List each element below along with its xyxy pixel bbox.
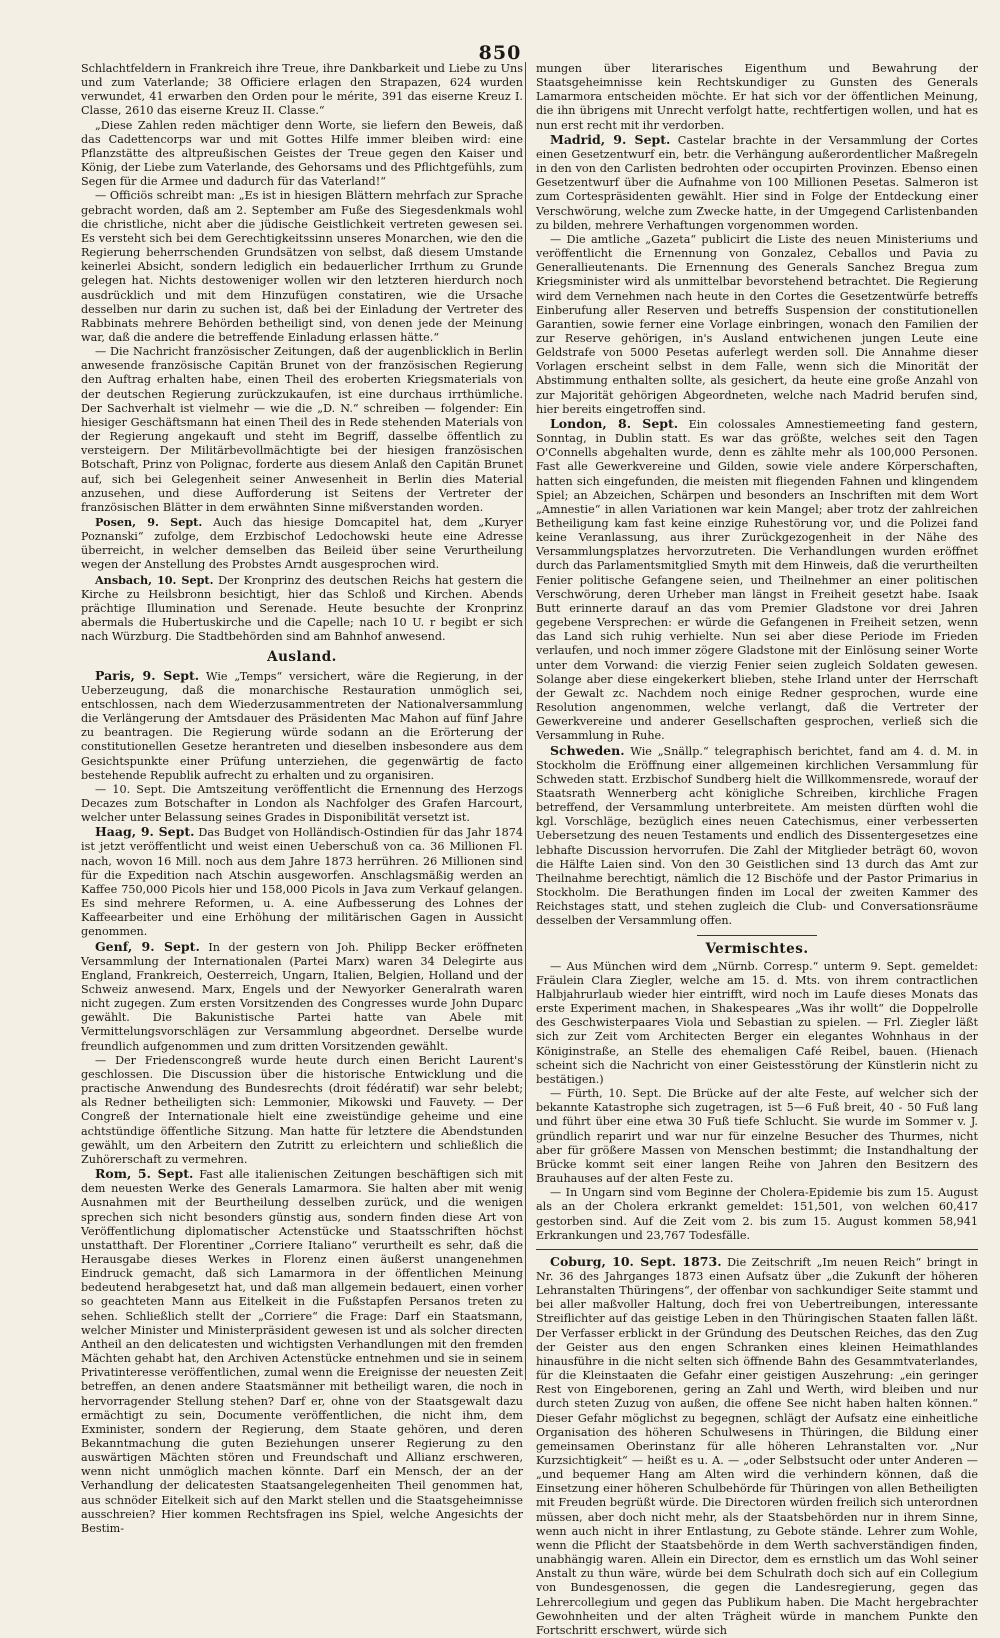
section-rule bbox=[697, 935, 817, 936]
dateline: Madrid, 9. Sept. bbox=[550, 131, 671, 147]
article-paragraph: — Die amtliche „Gazeta“ publicirt die Liste des neuen Ministeriums und veröffentlicht die Ernennung von Gonzalez, Ceballos und Pavia zu Generallieutenants. Die Ernennung des Generals Sanchez Bregua zum Kriegsminister wird als unmittelbar bevorstehend betrachtet. Die Regierung wird dem Vernehmen nach heute in den Cortes die Gesetzentwürfe betreffs Einberufung aller Reserven und betreffs Suspension der constitutionellen Garantien, sowie ferner eine Vorlage einbringen, wonach den Familien der zur Reserve gehörigen, in's Ausland entwichenen jungen Leute eine Geldstrafe von 5000 Pesetas auferlegt werden soll. Die Annahme dieser Vorlagen erscheint selbst in dem Falle, wenn sich die Minorität der Abstimmung enthalten sollte, als gesichert, da heute eine große Anzahl von zur Majorität gehörigen Abgeordneten, welche nach Madrid berufen sind, hier bereits eingetroffen sind. bbox=[536, 232, 978, 416]
left-column bbox=[81, 62, 524, 1535]
article-paragraph: Schlachtfeldern in Frankreich ihre Treue, ihre Dankbarkeit und Liebe zu Uns und zum Vaterlande; 38 Officiere erlagen den Strapazen, 624 wurden verwundet, 41 erwarben den Orden pour le mérite, 391 das eiserne Kreuz I. Classe, 2610 das eiserne Kreuz II. Classe.“ bbox=[81, 62, 523, 118]
article-paragraph: — In Ungarn sind vom Beginne der Cholera-Epidemie bis zum 15. August als an der Cholera erkrankt gemeldet: 151,501, von welchen 60,417 gestorben sind. Auf die Zeit vom 2. bis zum 15. August kommen 58,941 Erkrankungen und 23,767 Todesfälle. bbox=[536, 1186, 978, 1242]
dateline: Genf, 9. Sept. bbox=[95, 938, 200, 954]
news-text: Fast alle italienischen Zeitungen beschäftigen sich mit dem neuesten Werke des Generals Lamarmora. Sie halten aber mit wenig Ausnahmen mit der Beurtheilung desselben zurück, und die wenigen sprechen sich nicht besonders günstig aus, sondern finden diese Art von Veröffentlichung diplomatischer Actenstücke und Staatsschriften höchst unstatthaft. Der Florentiner „Corriere Italiano“ verurtheilt es sehr, daß die Herausgabe dieses Werkes in Florenz einen äußerst unangenehmen Eindruck gemacht, daß sich Lamarmora in der öffentlichen Meinung bedeutend herabgesetzt hat, und daß man allgemein bedauert, einen vorher so geachteten Mann aus Eitelkeit in die Fußstapfen Persanos treten zu sehen. Schließlich stellt der „Corriere“ die Frage: Darf ein Staatsmann, welcher Minister und Ministerpräsident gewesen ist und als solcher directen Antheil an den delicatesten und wichtigsten Verhandlungen mit den fremden Mächten gehabt hat, den Archiven Actenstücke entnehmen und sie in seinem Privatinteresse veröffentlichen, zumal wenn die Ereignisse der neuesten Zeit betreffen, an denen andere Staatsmänner mit betheiligt waren, die noch in hervorragender Stellung stehen? Darf er, ohne von der Staatsgewalt dazu ermächtigt zu sein, Documente veröffentlichen, die nicht ihm, dem Exminister, sondern der Regierung, dem Staate gehören, und deren Bekanntmachung die guten Beziehungen unserer Regierung zu den auswärtigen Mächten stören und Freundschaft und Allianz erschweren, wenn nicht unmöglich machen könnte. Darf ein Mensch, der an der Verhandlung der delicatesten Staatsangelegenheiten Theil genommen hat, aus schnöder Eitelkeit sich auf den Markt stellen und die Staatsgeheimnisse ausschreien? Hier kommen Rechtsfragen ins Spiel, welche Angesichts der Bestim- bbox=[81, 1168, 524, 1535]
news-item-rom bbox=[81, 1167, 523, 1536]
news-text: Das Budget von Holländisch-Ostindien für das Jahr 1874 ist jetzt veröffentlicht und weist einen Ueberschuß von ca. 36 Millionen Fl. nach, wovon 16 Mill. noch aus dem Jahre 1873 herrühren. 26 Millionen sind für die Expedition nach Atschin ausgeworfen. Anschlagsmäßig werden an Kaffee 750,000 Picols hier und 158,000 Picols in Java zum Verkauf gelangen. Es sind mehrere Reformen, u. A. eine Aufbesserung des Lohnes der Kaffeearbeiter und eine Erhöhung der militärischen Gagen in Aussicht genommen. bbox=[81, 826, 523, 939]
article-paragraph: — Officiös schreibt man: „Es ist in hiesigen Blättern mehrfach zur Sprache gebracht worden, daß am 2. September am Fuße des Siegesdenkmals wohl die christliche, nicht aber die jüdische Geistlichkeit vertreten gewesen sei. Es versteht sich bei dem Gerechtigkeitssinn unseres Monarchen, wie den die Regierung beherrschenden Grundsätzen von selbst, daß diesem Umstande keinerlei Absicht, sondern lediglich ein bedauerlicher Irrthum zu Grunde gelegen hat. Nichts destoweniger wollen wir den letzteren hierdurch noch ausdrücklich und mit dem Hinzufügen constatiren, wie die Ursache desselben nur darin zu suchen ist, daß bei der Einladung der Vertreter des Rabbinats mehrere Behörden betheiligt sind, von denen jede der Meinung war, daß die andere die betreffende Einladung erlassen hätte.“ bbox=[81, 189, 523, 344]
column-divider bbox=[525, 62, 526, 1380]
right-column bbox=[536, 62, 979, 1637]
section-heading-ausland: Ausland. bbox=[267, 649, 337, 666]
dateline: Schweden. bbox=[550, 742, 625, 758]
article-paragraph: — 10. Sept. Die Amtszeitung veröffentlicht die Ernennung des Herzogs Decazes zum Botschafter in London als Nachfolger des Grafen Harcourt, welcher unter Belassung seines Grades in Disponibilität versetzt ist. bbox=[81, 782, 523, 825]
news-item-coburg bbox=[536, 1255, 978, 1638]
article-paragraph: — Der Friedenscongreß wurde heute durch einen Bericht Laurent's geschlossen. Die Discussion über die historische Entwicklung und die practische Anwendung des Bundesrechts (droit fédératif) war sehr belebt; als Redner betheiligten sich: Lemmonier, Mikowski und Fauvety. — Der Congreß der Internationale hielt eine zweistündige geheime und eine achtstündige öffentliche Sitzung. Man hatte für letztere die Abendstunden gewählt, um den Arbeitern den Zutritt zu erleichtern und schließlich die Zuhörerschaft zu vermehren. bbox=[81, 1053, 523, 1166]
article-paragraph: — Fürth, 10. Sept. Die Brücke auf der alte Feste, auf welcher sich der bekannte Katastrophe sich zugetragen, ist 5—6 Fuß breit, 40 - 50 Fuß lang und führt über eine etwa 30 Fuß tiefe Schlucht. Sie wurde im Sommer v. J. gründlich reparirt und war nur für einzelne Besucher des Thurmes, nicht aber für größere Massen von Menschen bestimmt; die Instandhaltung der Brücke kommt seit einer langen Reihe von Jahren den Besitzern des Brauhauses auf der alten Feste zu. bbox=[536, 1087, 978, 1186]
news-text: Die Zeitschrift „Im neuen Reich“ bringt in Nr. 36 des Jahrganges 1873 einen Aufsatz über „die Zukunft der höheren Lehranstalten Thüringens“, der offenbar von sachkundiger Seite stammt und bei aller maßvoller Haltung, doch frei von Uebertreibungen, interessante Streiflichter auf das geistige Leben in den Thüringischen Staaten fallen läßt. Der Verfasser erblickt in der Gründung des Deutschen Reiches, das den Zug der Geister aus den engen Schranken eines kleinen Heimathlandes hinausführe in die nicht selten sich öffnende Bahn des Gesammtvaterlandes, für die Kleinstaaten die Gefahr einer geistigen Auszehrung: „ein geringer Rest von Eingeborenen, gering an Zahl und Werth, wird bleiben und nur durch steten Zuzug von außen, die offene See nicht haben halten können.“ Dieser Gefahr möglichst zu begegnen, schlägt der Aufsatz eine einheitliche Organisation des höheren Schulwesens in Thüringen, die Bildung einer gemeinsamen Oberinstanz für alle höheren Lehranstalten vor. „Nur Kurzsichtigkeit“ — heißt es u. A. — „oder Selbstsucht oder unter Anderen — „und bequemer Hang am Alten wird die verhindern können, daß die Einsetzung einer höheren Schulbehörde für Thüringen von allen Betheiligten mit Freuden begrüßt würde. Die Directoren würden freilich sich unterordnen müssen, aber doch nicht mehr, als der Staatsbehörden nur in ihrem Sinne, wenn auch nicht in ihrer Entlastung, zu Gebote stände. Lehrer zum Wohle, wenn die Pflicht der Staatsbehörde in dem Werth sachverständigen finden, unabhängig waren. Allein ein Director, dem es ernstlich um das Wohl seiner Anstalt zu thun wäre, würde bei dem Schulrath doch sich auf ein Collegium von Bundesgenossen, die gegen die Landesregierung, gegen das Lehrercollegium und gegen das Publikum haben. Die Macht hergebrachter Gewohnheiten und der alten Trägheit würde in manchem Punkte den Fortschritt erschwert, würde sich bbox=[536, 1255, 978, 1637]
dateline: Ansbach, 10. Sept. bbox=[95, 572, 214, 587]
section-rule bbox=[536, 1249, 978, 1250]
news-text: Wie „Snällp.“ telegraphisch berichtet, fand am 4. d. M. in Stockholm die Eröffnung einer allgemeinen kirchlichen Versammlung für Schweden statt. Erzbischof Sundberg hielt die Willkommensrede, worauf der Staatsrath Wennerberg acht königliche Schreiben, kirchliche Fragen betreffend, der Versammlung unterbreitete. Am meisten dürften wohl die kgl. Vorschläge, bezüglich eines neuen Catechismus, einer verbesserten Uebersetzung des neuen Testaments und endlich des Dissentergesetzes eine lebhafte Discussion hervorrufen. Die Zahl der Mitglieder beträgt 60, wovon die Hälfte Laien sind. Von den 30 Geistlichen sind 13 durch das Amt zur Theilnahme berechtigt, nämlich die 12 Bischöfe und der Pastor Primarius in Stockholm. Die Berathungen finden im Local der zweiten Kammer des Reichstages statt, und stehen zugleich die Club- und Conversationsräume desselben der Versammlung offen. bbox=[536, 744, 978, 928]
news-item-paris bbox=[81, 669, 523, 783]
news-item-madrid bbox=[536, 133, 978, 233]
news-text: Castelar brachte in der Versammlung der Cortes einen Gesetzentwurf ein, betr. die Verhängung außerordentlicher Maßregeln in den von den Carlisten bedrohten oder occupirten Provinzen. Ebenso einen Gesetzentwurf über die Aufnahme von 100 Millionen Pesetas. Salmeron ist zum Cortespräsidenten gewählt. Hier sind in Folge der Entdeckung einer Verschwörung, welche zum Zwecke hatte, in der Umgegend Carlistenbanden zu bilden, mehrere Verhaftungen vorgenommen worden. bbox=[536, 133, 979, 232]
section-heading-vermischtes: Vermischtes. bbox=[705, 940, 809, 957]
dateline: Coburg, 10. Sept. 1873. bbox=[550, 1253, 722, 1269]
article-paragraph: — Die Nachricht französischer Zeitungen, daß der augenblicklich in Berlin anwesende französische Capitän Brunet von der französischen Regierung den Auftrag erhalten habe, einen Theil des eroberten Kriegsmaterials von der deutschen Regierung zurückzukaufen, ist eine durchaus irrthümliche. Der Sachverhalt ist vielmehr — wie die „D. N.“ schreiben — folgender: Ein hiesiger Geschäftsmann hat einen Theil des in Rede stehenden Materials von der Regierung angekauft und steht im Begriff, dasselbe öffentlich zu versteigern. Der Militärbevollmächtigte bei der hiesigen französischen Botschaft, Prinz von Polignac, forderte aus diesem Anlaß den Capitän Brunet auf, sich bei Gelegenheit seiner Anwesenheit in Berlin dies Material anzusehen, und diese Aufforderung ist Seitens der Vertreter der französischen Blätter in dem erwähnten Sinne mißverstanden worden. bbox=[81, 345, 523, 514]
article-paragraph: — Aus München wird dem „Nürnb. Corresp.“ unterm 9. Sept. gemeldet: Fräulein Clara Ziegler, welche am 15. d. Mts. von ihrem contractlichen Halbjahrurlaub wieder hier eintrifft, wird noch im Laufe dieses Monats das erste Experiment machen, in Shakespeares „Was ihr wollt“ die Doppelrolle des Geschwisterpaares Viola und Sebastian zu spielen. — Frl. Ziegler läßt sich zur Zeit vom Architecten Berger ein elegantes Wohnhaus in der Königinstraße, an Stelle des ehemaligen Café Reibel, bauen. (Hienach scheint sich die Nachricht von einer Geistesstörung der Künstlerin nicht zu bestätigen.) bbox=[536, 959, 978, 1086]
news-text: In der gestern von Joh. Philipp Becker eröffneten Versammlung der Internationalen (Partei Marx) waren 34 Delegirte aus England, Frankreich, Oesterreich, Ungarn, Italien, Belgien, Holland und der Schweiz anwesend. Marx, Engels und der Newyorker Generalrath waren nicht zugegen. Zum ersten Vorsitzenden des Congresses wurde John Duparc gewählt. Die Bakunistische Partei hatte van Abele mit Vermittelungsvorschlägen zur Versammlung abgeordnet. Derselbe wurde freundlich aufgenommen und zum dritten Vorsitzenden gewählt. bbox=[81, 940, 523, 1053]
news-item-genf bbox=[81, 940, 523, 1054]
article-paragraph: „Diese Zahlen reden mächtiger denn Worte, sie liefern den Beweis, daß das Cadettencorps war und mit Gottes Hilfe immer bleiben wird: eine Pflanzstätte des altpreußischen Geistes der Treue gegen den Kaiser und König, der Liebe zum Vaterlande, des Gehorsams und des Pflichtgefühls, zum Segen für die Armee und dadurch für das Vaterland!“ bbox=[81, 118, 523, 189]
page-number: 850 bbox=[478, 42, 522, 64]
news-text: Der Kronprinz des deutschen Reichs hat gestern die Kirche zu Heilsbronn besichtigt, hier das Schloß und Kirchen. Abends prächtige Illumination und Serenade. Heute besuchte der Kronprinz abermals die Hubertuskirche und die Capelle; nach 10 U. r begibt er sich nach Würzburg. Die Stadtbehörden sind am Bahnhof anwesend. bbox=[81, 573, 523, 644]
news-item-schweden bbox=[536, 744, 978, 929]
dateline: Rom, 5. Sept. bbox=[95, 1166, 194, 1182]
dateline: London, 8. Sept. bbox=[550, 415, 679, 431]
news-item-ansbach bbox=[81, 573, 523, 645]
news-text: Auch das hiesige Domcapitel hat, dem „Kuryer Poznanski“ zufolge, dem Erzbischof Ledochowski heute eine Adresse überreicht, in welcher demselben das Beileid über seine Verurtheilung wegen der Anstellung des Probstes Arndt ausgesprochen wird. bbox=[81, 516, 523, 572]
article-paragraph: mungen über literarisches Eigenthum und Bewahrung der Staatsgeheimnisse kein Rechtskundiger zu Gunsten des Generals Lamarmora entscheiden möchte. Er hat sich vor der öffentlichen Meinung, die ihn übrigens mit Unrecht verfolgt hatte, rechtfertigen wollen, und hat es nun erst recht mit ihr verdorben. bbox=[536, 62, 978, 132]
dateline: Paris, 9. Sept. bbox=[95, 667, 200, 683]
news-item-london bbox=[536, 417, 978, 744]
news-item-haag bbox=[81, 825, 523, 939]
dateline: Posen, 9. Sept. bbox=[95, 515, 203, 529]
news-text: Wie „Temps“ versichert, wäre die Regierung, in der Ueberzeugung, daß die monarchische Restauration unmöglich sei, entschlossen, nach dem Wiederzusammentreten der Nationalversammlung die Verlängerung der Amtsdauer des Präsidenten Mac Mahon auf fünf Jahre zu beantragen. Die Regierung würde sodann an die Erörterung der constitutionellen Gesetze herantreten und dieselben insbesondere aus dem Gesichtspunkte einer Prüfung unterziehen, die gegenwärtig de facto bestehende Republik aufrecht zu erhalten und zu organisiren. bbox=[81, 669, 523, 782]
dateline: Haag, 9. Sept. bbox=[95, 824, 195, 840]
news-item-posen bbox=[81, 515, 523, 573]
news-text: Ein colossales Amnestiemeeting fand gestern, Sonntag, in Dublin statt. Es war das größte, welches seit den Tagen O'Connells abgehalten wurde, denn es zählte mehr als 100,000 Personen. Fast alle Gewerkvereine und Gilden, sowie viele andere Körperschaften, hatten sich eingefunden, die meisten mit fliegenden Fahnen und klingendem Spiel; an Abzeichen, Schärpen und besonders an Inschriften mit dem Wort „Amnestie“ in allen Variationen war kein Mangel; aber trotz der zahlreichen Betheiligung kam fast keine einzige Ruhestörung vor, und die Polizei fand keine Veranlassung, aus ihrer Zurückgezogenheit in der Nähe des Versammlungsplatzes hervorzutreten. Die Verhandlungen wurden eröffnet durch das Parlamentsmitglied Smyth mit dem Hinweis, daß die verurtheilten Fenier politische Gefangene seien, und Theilnehmer an einer politischen Verschwörung, deren Urheber man längst in Freiheit gesetzt habe. Isaak Butt erinnerte darauf an das vom Premier Gladstone vor drei Jahren gegebene Versprechen: er würde die Gefangenen in Freiheit setzen, wenn das Land sich ruhig verhielte. Nun sei aber diese Periode im Frieden verlaufen, und noch immer zögere Gladstone mit der Einlösung seiner Worte unter dem Vorwand: die vierzig Fenier seien zugleich Soldaten gewesen. Solange aber diese eingekerkert blieben, stehe Irland unter der Herrschaft der Gewalt zc. Nachdem noch einige Redner gesprochen, wurde eine Resolution angenommen, welche verlangt, daß die Vertreter der Gewerkvereine und anderer Gesellschaften gesprochen, verließ sich die Versammlung in Ruhe. bbox=[536, 417, 978, 743]
